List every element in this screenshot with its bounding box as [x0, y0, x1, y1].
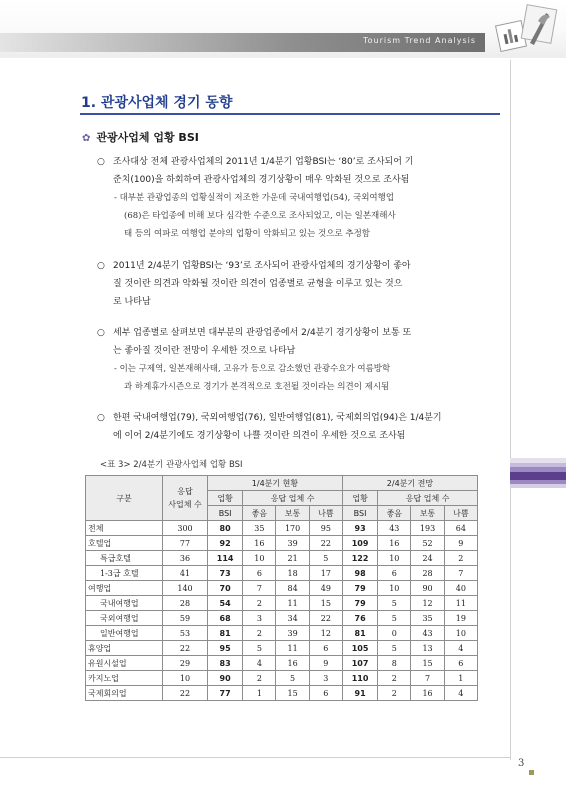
q1-count-value: 22	[309, 611, 342, 626]
footer-marker	[529, 770, 534, 775]
q1-bsi-value: 95	[208, 641, 243, 656]
q2-count-value: 193	[411, 521, 444, 536]
q2-count-value: 10	[444, 626, 477, 641]
q2-count-value: 43	[378, 521, 411, 536]
row-label: 호텔업	[86, 536, 163, 551]
q1-count-value: 9	[309, 656, 342, 671]
q1-count-value: 21	[276, 551, 309, 566]
bullet-circle: ○	[97, 413, 105, 423]
table-row	[86, 521, 478, 536]
q2-count-value: 4	[444, 686, 477, 701]
header-resp-count: 응답 업체 수	[378, 491, 478, 506]
q2-count-value: 28	[411, 566, 444, 581]
header-good: 좋음	[243, 506, 276, 521]
table-body	[86, 521, 478, 701]
q2-count-value: 10	[378, 551, 411, 566]
paragraph-line: 는 좋아질 것이란 전망이 우세한 것으로 나타남	[113, 346, 296, 356]
header-condition: 업황	[342, 491, 377, 506]
q1-count-value: 6	[309, 641, 342, 656]
q2-count-value: 0	[378, 626, 411, 641]
q2-count-value: 13	[411, 641, 444, 656]
q1-count-value: 49	[309, 581, 342, 596]
title-underline	[80, 113, 500, 115]
q2-bsi-value: 79	[342, 581, 377, 596]
q2-count-value: 12	[411, 596, 444, 611]
q2-bsi-value: 98	[342, 566, 377, 581]
q2-count-value: 5	[378, 596, 411, 611]
q2-count-value: 5	[378, 611, 411, 626]
table-row	[86, 566, 478, 581]
q1-bsi-value: 80	[208, 521, 243, 536]
row-label: 전체	[86, 521, 163, 536]
table-row	[86, 641, 478, 656]
header-category: 구분	[86, 476, 163, 521]
q1-count-value: 3	[243, 611, 276, 626]
q1-count-value: 10	[243, 551, 276, 566]
q1-count-value: 1	[243, 686, 276, 701]
table-row	[86, 551, 478, 566]
bullet-circle: ○	[97, 261, 105, 271]
q2-count-value: 19	[444, 611, 477, 626]
sub-paragraph-3	[114, 360, 390, 396]
q1-bsi-value: 81	[208, 626, 243, 641]
paragraph-line: 질 것이란 의견과 악화될 것이란 의견이 업종별로 균형을 이루고 있는 것으	[113, 279, 403, 289]
subsection-title: 관광사업체 업황 BSI	[96, 131, 199, 144]
side-decoration	[510, 458, 566, 488]
sub-paragraph-1	[114, 189, 396, 243]
q1-count-value: 39	[276, 626, 309, 641]
respondent-count: 140	[163, 581, 208, 596]
sub-line: - 대부분 관광업종의 업황실적이 저조한 가운데 국내여행업(54), 국외여행업	[114, 193, 395, 203]
q1-bsi-value: 90	[208, 671, 243, 686]
q1-count-value: 39	[276, 536, 309, 551]
q2-count-value: 64	[444, 521, 477, 536]
q2-count-value: 35	[411, 611, 444, 626]
q1-count-value: 16	[276, 656, 309, 671]
q1-bsi-value: 73	[208, 566, 243, 581]
paragraph-line: 로 나타남	[113, 297, 151, 307]
q2-count-value: 90	[411, 581, 444, 596]
respondent-count: 22	[163, 686, 208, 701]
header-q2: 2/4분기 전망	[342, 476, 477, 491]
q2-count-value: 52	[411, 536, 444, 551]
respondent-count: 53	[163, 626, 208, 641]
paragraph-line: 준치(100)을 하회하여 관광사업체의 경기상황이 매우 악화된 것으로 조사됨	[113, 175, 410, 185]
q2-count-value: 24	[411, 551, 444, 566]
q2-bsi-value: 122	[342, 551, 377, 566]
row-label: 휴양업	[86, 641, 163, 656]
q2-bsi-value: 93	[342, 521, 377, 536]
q1-count-value: 6	[243, 566, 276, 581]
respondent-count: 29	[163, 656, 208, 671]
q2-bsi-value: 79	[342, 596, 377, 611]
table-row	[86, 626, 478, 641]
row-label: 유원시설업	[86, 656, 163, 671]
header-title: Tourism Trend Analysis	[363, 36, 476, 45]
right-margin-line	[510, 60, 511, 760]
row-label: 일반여행업	[86, 626, 163, 641]
q2-count-value: 7	[444, 566, 477, 581]
header-bad: 나쁨	[444, 506, 477, 521]
sub-line: - 이는 구제역, 일본재해사태, 고유가 등으로 감소했던 관광수요가 여름방학	[114, 364, 391, 374]
q2-bsi-value: 109	[342, 536, 377, 551]
q2-count-value: 1	[444, 671, 477, 686]
q1-count-value: 22	[309, 536, 342, 551]
header-normal: 보통	[276, 506, 309, 521]
q1-count-value: 84	[276, 581, 309, 596]
q2-count-value: 10	[378, 581, 411, 596]
q1-bsi-value: 92	[208, 536, 243, 551]
row-label: 카지노업	[86, 671, 163, 686]
page-number: 3	[518, 758, 525, 769]
row-label: 특급호텔	[86, 551, 163, 566]
q1-count-value: 2	[243, 626, 276, 641]
q1-count-value: 4	[243, 656, 276, 671]
row-label: 국제회의업	[86, 686, 163, 701]
respondent-count: 28	[163, 596, 208, 611]
respondent-count: 41	[163, 566, 208, 581]
respondent-count: 10	[163, 671, 208, 686]
q2-count-value: 8	[378, 656, 411, 671]
q1-count-value: 3	[309, 671, 342, 686]
q2-count-value: 2	[378, 671, 411, 686]
q2-count-value: 9	[444, 536, 477, 551]
q2-bsi-value: 81	[342, 626, 377, 641]
footer-line	[0, 757, 511, 758]
row-label: 국외여행업	[86, 611, 163, 626]
q1-count-value: 16	[243, 536, 276, 551]
sub-line: 태 등의 여파로 여행업 분야의 업황이 악화되고 있는 것으로 추정함	[124, 229, 371, 239]
q2-bsi-value: 110	[342, 671, 377, 686]
q1-bsi-value: 83	[208, 656, 243, 671]
q1-count-value: 170	[276, 521, 309, 536]
table-row	[86, 686, 478, 701]
q1-count-value: 5	[243, 641, 276, 656]
table-row	[86, 596, 478, 611]
subsection-heading	[82, 129, 199, 145]
q1-count-value: 11	[276, 641, 309, 656]
q2-bsi-value: 107	[342, 656, 377, 671]
header-bsi: BSI	[342, 506, 377, 521]
q2-count-value: 2	[378, 686, 411, 701]
header-q1: 1/4분기 현황	[208, 476, 343, 491]
table-row	[86, 656, 478, 671]
gear-icon: ✿	[82, 133, 91, 144]
q1-count-value: 12	[309, 626, 342, 641]
respondent-count: 59	[163, 611, 208, 626]
row-label: 국내여행업	[86, 596, 163, 611]
q1-bsi-value: 68	[208, 611, 243, 626]
q2-bsi-value: 91	[342, 686, 377, 701]
row-label: 1-3급 호텔	[86, 566, 163, 581]
table-row	[86, 536, 478, 551]
q2-count-value: 6	[444, 656, 477, 671]
chart-tools-logo-icon	[494, 3, 560, 61]
header-resp-count: 응답 업체 수	[243, 491, 343, 506]
header-bsi: BSI	[208, 506, 243, 521]
respondent-count: 77	[163, 536, 208, 551]
paragraph-line: 조사대상 전체 관광사업체의 2011년 1/4분기 업황BSI는 ‘80’로 조사되어 기	[113, 157, 414, 167]
paragraph-line: 에 이어 2/4분기에도 경기상황이 나쁠 것이란 의견이 우세한 것으로 조사됨	[113, 431, 406, 441]
header-condition: 업황	[208, 491, 243, 506]
paragraph-line: 세부 업종별로 살펴보면 대부분의 관광업종에서 2/4분기 경기상황이 보통 또	[113, 328, 412, 338]
table-row	[86, 611, 478, 626]
q1-count-value: 5	[276, 671, 309, 686]
respondent-count: 36	[163, 551, 208, 566]
row-label: 여행업	[86, 581, 163, 596]
bullet-circle: ○	[97, 328, 105, 338]
q1-bsi-value: 114	[208, 551, 243, 566]
q2-count-value: 6	[378, 566, 411, 581]
q1-count-value: 35	[243, 521, 276, 536]
q1-count-value: 17	[309, 566, 342, 581]
q1-count-value: 11	[276, 596, 309, 611]
q1-count-value: 18	[276, 566, 309, 581]
q1-count-value: 34	[276, 611, 309, 626]
table-row	[86, 671, 478, 686]
q2-bsi-value: 76	[342, 611, 377, 626]
q2-count-value: 4	[444, 641, 477, 656]
paragraph-line: 한편 국내여행업(79), 국외여행업(76), 일반여행업(81), 국제회의업(94)은 1/4분기	[113, 413, 442, 423]
bullet-circle: ○	[97, 157, 105, 167]
section-title: 1. 관광사업체 경기 동향	[81, 95, 233, 111]
q2-count-value: 15	[411, 656, 444, 671]
q1-count-value: 15	[309, 596, 342, 611]
table-row	[86, 581, 478, 596]
q1-count-value: 95	[309, 521, 342, 536]
table-caption: <표 3> 2/4분기 관광사업체 업황 BSI	[100, 460, 243, 470]
respondent-count: 300	[163, 521, 208, 536]
q2-count-value: 16	[378, 536, 411, 551]
bsi-table	[85, 475, 478, 701]
q2-count-value: 40	[444, 581, 477, 596]
q1-count-value: 7	[243, 581, 276, 596]
q1-bsi-value: 54	[208, 596, 243, 611]
q2-count-value: 2	[444, 551, 477, 566]
q1-count-value: 2	[243, 671, 276, 686]
respondent-count: 22	[163, 641, 208, 656]
header-bad: 나쁨	[309, 506, 342, 521]
header-normal: 보통	[411, 506, 444, 521]
paragraph-line: 2011년 2/4분기 업황BSI는 ‘93’로 조사되어 관광사업체의 경기상황이 좋아	[113, 261, 411, 271]
q2-bsi-value: 105	[342, 641, 377, 656]
sub-line: (68)은 타업종에 비해 보다 심각한 수준으로 조사되었고, 이는 일본재해사	[124, 211, 396, 221]
header-good: 좋음	[378, 506, 411, 521]
sub-line: 과 하계휴가시즌으로 경기가 본격적으로 호전될 것이라는 의견이 제시됨	[124, 382, 390, 392]
q2-count-value: 5	[378, 641, 411, 656]
q1-count-value: 2	[243, 596, 276, 611]
q1-bsi-value: 77	[208, 686, 243, 701]
q2-count-value: 16	[411, 686, 444, 701]
q2-count-value: 7	[411, 671, 444, 686]
header-respondents: 응답 사업체 수	[163, 476, 208, 521]
q1-count-value: 5	[309, 551, 342, 566]
q1-count-value: 15	[276, 686, 309, 701]
q2-count-value: 11	[444, 596, 477, 611]
q1-bsi-value: 70	[208, 581, 243, 596]
q2-count-value: 43	[411, 626, 444, 641]
q1-count-value: 6	[309, 686, 342, 701]
